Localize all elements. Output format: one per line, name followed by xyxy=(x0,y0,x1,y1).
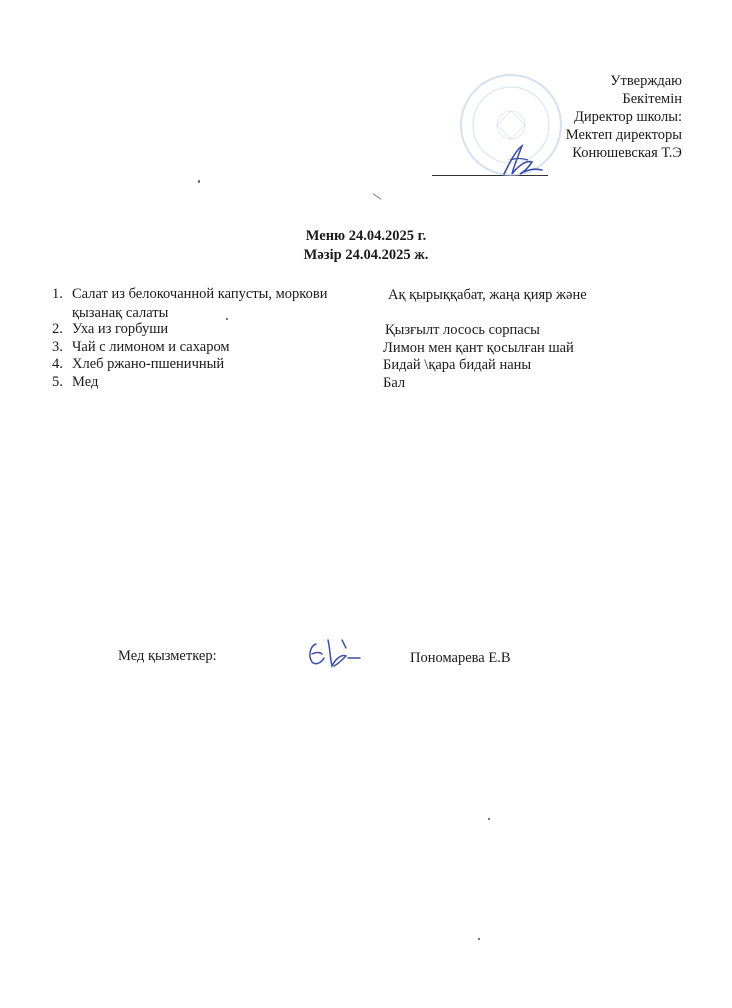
scan-speck xyxy=(373,193,382,200)
approval-block xyxy=(566,72,682,162)
menu-item-kz: Ақ қырыққабат, жаңа қияр және xyxy=(388,287,587,303)
approval-line-approve-ru: Утверждаю xyxy=(610,73,682,89)
menu-item-number: 4. xyxy=(52,356,63,372)
scan-speck xyxy=(226,318,228,320)
menu-item xyxy=(52,321,382,339)
menu-item-kz: Бал xyxy=(383,375,406,391)
medical-worker-signature-icon xyxy=(302,636,366,672)
menu-item xyxy=(52,356,382,374)
menu-item-number: 3. xyxy=(52,338,63,355)
menu-item-number: 2. xyxy=(52,321,63,337)
scan-speck xyxy=(198,180,200,183)
menu-item-kz: Қызғылт лосось сорпасы xyxy=(385,322,540,338)
scan-speck xyxy=(488,818,490,820)
menu-item-text: Уха из горбуши xyxy=(72,321,169,337)
scan-speck xyxy=(478,938,480,940)
approval-line-director-kz: Мектеп директоры xyxy=(565,127,682,143)
menu-item-text: Мед xyxy=(72,373,99,390)
menu-item-number: 1. xyxy=(52,286,63,302)
menu-list-ru xyxy=(52,286,382,391)
menu-item-kz-continuation: қызанақ салаты xyxy=(72,305,169,321)
medical-worker-name: Пономарева Е.В xyxy=(410,650,511,666)
menu-item-text: Хлеб ржано-пшеничный xyxy=(72,356,225,372)
menu-item-kz: Бидай \қара бидай наны xyxy=(383,357,532,373)
menu-title-ru: Меню 24.04.2025 г. xyxy=(305,228,427,244)
approval-line-director-name: Конюшевская Т.Э xyxy=(572,145,682,161)
menu-item-kz: Лимон мен қант қосылған шай xyxy=(383,340,574,356)
director-signature-icon xyxy=(496,140,546,180)
approval-line-director-ru: Директор школы: xyxy=(574,109,682,125)
menu-title-kz: Мәзір 24.04.2025 ж. xyxy=(303,247,429,263)
menu-item xyxy=(52,339,382,357)
menu-item-number: 5. xyxy=(52,373,63,390)
approval-line-approve-kz: Бекітемін xyxy=(622,91,682,107)
medical-worker-label: Мед қызметкер: xyxy=(118,648,217,664)
menu-item-text: Чай с лимоном и сахаром xyxy=(72,338,230,355)
menu-item-text: Салат из белокочанной капусты, моркови xyxy=(72,286,328,302)
menu-item xyxy=(52,374,382,392)
